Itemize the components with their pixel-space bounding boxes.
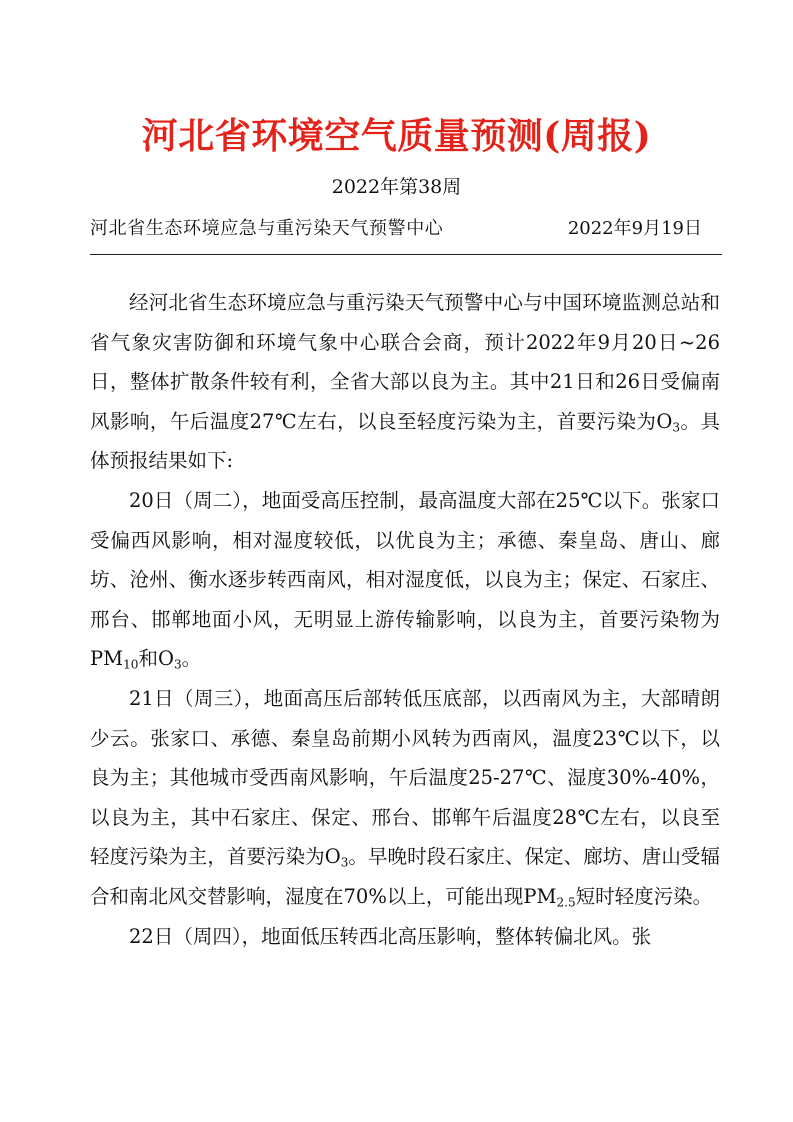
header-meta [90,214,702,244]
forecast-day-20: 20日（周二），地面受高压控制，最高温度大部在25℃以下。张家口受偏西风影响，相对湿度较低，以优良为主；承德、秦皇岛、唐山、廊坊、沧州、衡水逐步转西南风，相对湿度低，以良为主；保定、石家庄、邢台、邯郸地面小风，无明显上游传输影响，以良为主，首要污染物为$PM_{10}$和$O_3$。 [90,488,720,672]
forecast-day-22: 22日（周四），地面低压转西北高压影响，整体转偏北风。张 [129,924,652,948]
report-body [90,283,720,956]
issuing-agency: 河北省生态环境应急与重污染天气预警中心 [90,218,444,239]
issue-number: 2022年第38周 [331,176,462,198]
report-title: 河北省环境空气质量预测(周报) [141,115,652,157]
issue-date: 2022年9月19日 [567,218,702,239]
header-divider [90,254,722,255]
intro-paragraph: 经河北省生态环境应急与重污染天气预警中心与中国环境监测总站和省气象灾害防御和环境气象中心联合会商，预计2022年9月20日~26日，整体扩散条件较有利，全省大部以良为主。其中21日和26日受偏南风影响，午后温度27℃左右，以良至轻度污染为主，首要污染为$O_3$。具体预报结果如下: [90,291,720,473]
forecast-day-21: 21日（周三），地面高压后部转低压底部，以西南风为主，大部晴朗少云。张家口、承德、秦皇岛前期小风转为西南风，温度23℃以下，以良为主；其他城市受西南风影响，午后温度25-27℃、湿度30%-40%，以良为主，其中石家庄、保定、邢台、邯郸午后温度28℃左右，以良至轻度污染为主，首要污染为$O_3$。早晚时段石家庄、保定、廊坊、唐山受辐合和南北风交替影响，湿度在70%以上，可能出现$PM_{2.5}$短时轻度污染。 [90,686,720,910]
